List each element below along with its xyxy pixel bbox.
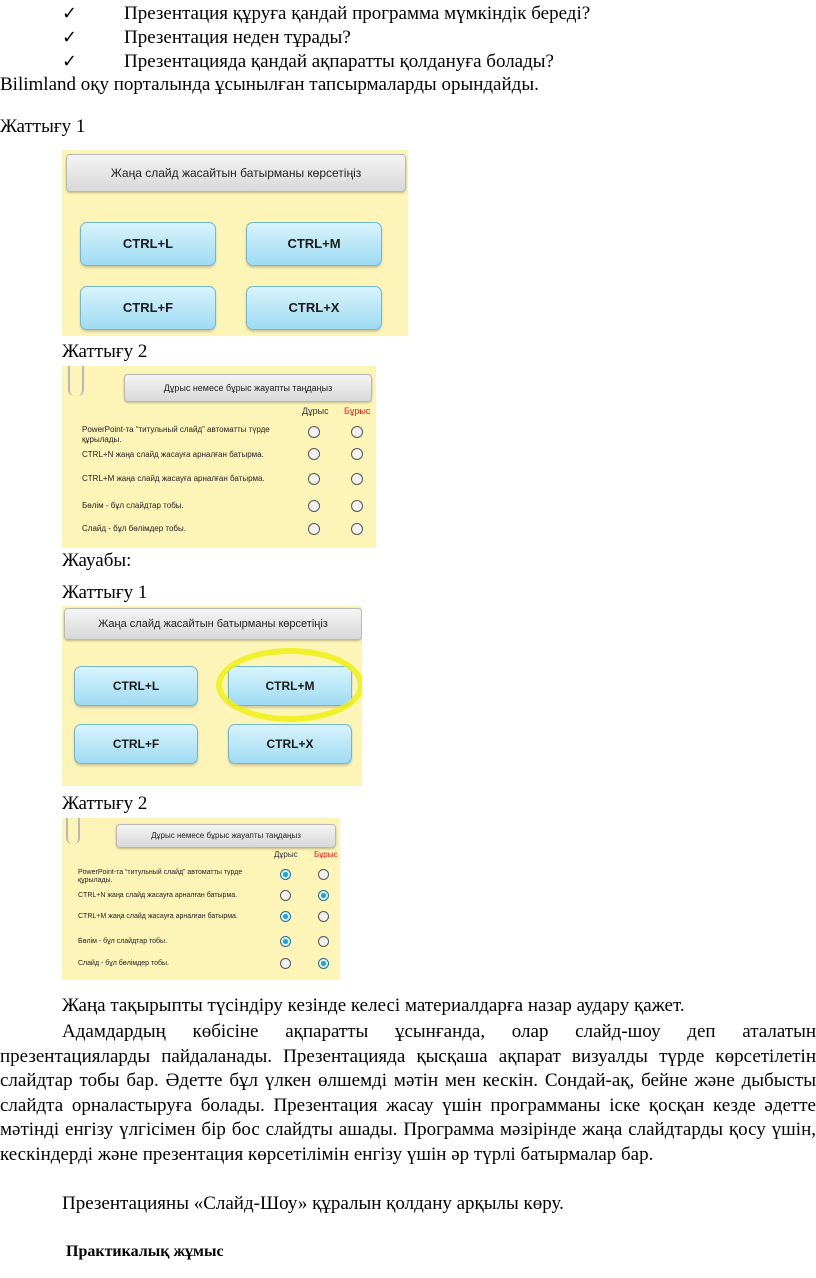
radio-false-selected[interactable] xyxy=(318,958,329,969)
answer2-heading: Жаттығу 2 xyxy=(62,793,148,814)
radio-false[interactable] xyxy=(318,869,329,880)
exercise1-panel xyxy=(62,150,408,336)
statement: PowerPoint-та “титульный слайд” автоматты түрде құрылады. xyxy=(78,869,243,885)
radio-false[interactable] xyxy=(318,936,329,947)
radio-true[interactable] xyxy=(280,958,291,969)
radio-false[interactable] xyxy=(351,523,363,535)
ctrl-l-button[interactable]: CTRL+L xyxy=(74,666,198,706)
ctrl-m-button[interactable]: CTRL+M xyxy=(246,222,382,266)
exercise2-title: Дұрыс немесе бұрыс жауапты таңдаңыз xyxy=(124,374,372,402)
radio-false-selected[interactable] xyxy=(318,890,329,901)
radio-false[interactable] xyxy=(351,500,363,512)
answer1-heading: Жаттығу 1 xyxy=(62,582,148,603)
statement: PowerPoint-та “титульный слайд” автоматты түрде құрылады. xyxy=(82,425,270,444)
column-false: Бұрыс xyxy=(314,850,338,859)
radio-true-selected[interactable] xyxy=(280,869,291,880)
exercise1-heading: Жаттығу 1 xyxy=(0,116,86,137)
radio-true[interactable] xyxy=(308,448,320,460)
statement: Слайд - бұл бөлімдер тобы. xyxy=(78,960,169,967)
radio-false[interactable] xyxy=(318,911,329,922)
statement: CTRL+N жаңа слайд жасауға арналған батырма. xyxy=(82,450,264,459)
exercise2-panel xyxy=(62,366,376,548)
main-paragraph-text: Адамдардың көбісіне ақпаратты ұсынғанда, олар слайд-шоу деп аталатын презентацияларды пайдаланады. Презентацияда қысқаша ақпарат визуалды түрде көрсетілетін слайдтар тобы бар. Әдетте бұл үлкен өлшемді мәтін мен кескін. Сондай-ақ, бейне және дыбысты слайдта орналастыруға болады. Презентация жасау үшін программаны іске қосқан кезде әдетте мәтінді енгізу үлгісімен бір бос слайдты ашады. Программа мәзірінде жаңа слайдтарды қосу үшін, кескіндерді және презентация көрсетілімін енгізу үшін әр түрлі батырмалар бар. xyxy=(0,1021,816,1165)
answer1-title: Жаңа слайд жасайтын батырманы көрсетіңіз xyxy=(64,608,362,640)
answer-highlight xyxy=(216,648,362,722)
radio-true[interactable] xyxy=(308,500,320,512)
exercise1-title: Жаңа слайд жасайтын батырманы көрсетіңіз xyxy=(66,154,406,192)
intro-paragraph: Жаңа тақырыпты түсіндіру кезінде келесі материалдарға назар аудару қажет. xyxy=(62,995,685,1016)
radio-false[interactable] xyxy=(351,426,363,438)
answers-heading: Жауабы: xyxy=(62,550,132,571)
question-text: Презентацияда қандай ақпаратты қолдануға болады? xyxy=(124,51,554,72)
column-true: Дұрыс xyxy=(302,406,329,416)
column-false: Бұрыс xyxy=(344,406,371,416)
task-line: Bilimland оқу порталында ұсынылған тапсырмаларды орындайды. xyxy=(0,74,539,95)
checkmark-icon: ✓ xyxy=(62,3,78,24)
checkmark-icon: ✓ xyxy=(62,51,78,72)
ctrl-l-button[interactable]: CTRL+L xyxy=(80,222,216,266)
column-true: Дұрыс xyxy=(274,850,298,859)
radio-true-selected[interactable] xyxy=(280,936,291,947)
radio-true-selected[interactable] xyxy=(280,911,291,922)
radio-false[interactable] xyxy=(351,448,363,460)
statement: CTRL+M жаңа слайд жасауға арналған батырма. xyxy=(82,474,265,483)
ctrl-x-button[interactable]: CTRL+X xyxy=(246,286,382,330)
answer2-panel xyxy=(62,818,340,980)
statement: CTRL+M жаңа слайд жасауға арналған батырма. xyxy=(78,913,238,920)
slideshow-paragraph: Презентацияны «Слайд-Шоу» құралын қолдану арқылы көру. xyxy=(62,1193,564,1214)
main-paragraph xyxy=(0,1020,816,1167)
question-text: Презентация құруға қандай программа мүмкіндік береді? xyxy=(124,3,591,24)
radio-true[interactable] xyxy=(308,426,320,438)
answer2-title: Дұрыс немесе бұрыс жауапты таңдаңыз xyxy=(116,824,336,848)
ctrl-f-button[interactable]: CTRL+F xyxy=(74,724,198,764)
radio-true[interactable] xyxy=(308,523,320,535)
paperclip-icon xyxy=(66,818,80,844)
radio-true[interactable] xyxy=(280,890,291,901)
statement: Бөлім - бұл слайдтар тобы. xyxy=(78,938,168,945)
checkmark-icon: ✓ xyxy=(62,27,78,48)
statement: Слайд - бұл бөлімдер тобы. xyxy=(82,524,186,533)
practical-heading: Практикалық жұмыс xyxy=(66,1243,224,1260)
statement: Бөлім - бұл слайдтар тобы. xyxy=(82,501,184,510)
paperclip-icon xyxy=(68,366,84,396)
radio-true[interactable] xyxy=(308,473,320,485)
radio-false[interactable] xyxy=(351,473,363,485)
ctrl-m-button[interactable]: CTRL+M xyxy=(228,666,352,706)
question-text: Презентация неден тұрады? xyxy=(124,27,351,48)
ctrl-x-button[interactable]: CTRL+X xyxy=(228,724,352,764)
statement: CTRL+N жаңа слайд жасауға арналған батырма. xyxy=(78,892,238,899)
ctrl-f-button[interactable]: CTRL+F xyxy=(80,286,216,330)
exercise2-heading: Жаттығу 2 xyxy=(62,341,148,362)
answer1-panel xyxy=(62,606,362,786)
